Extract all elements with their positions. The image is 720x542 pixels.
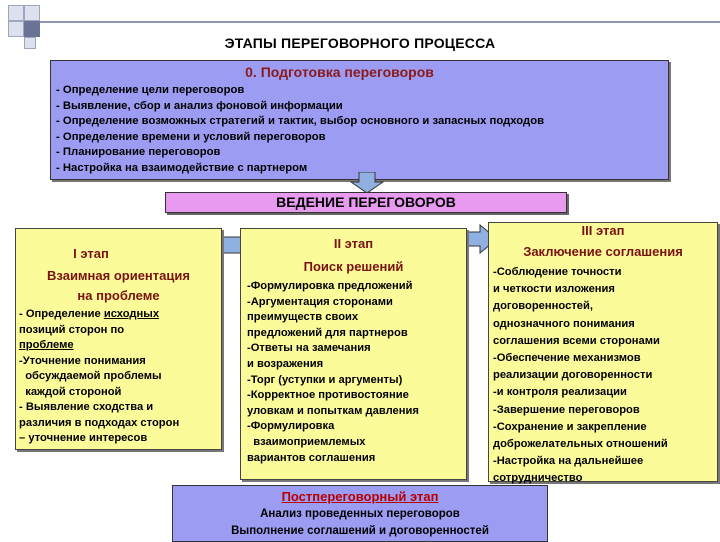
stage1-line: - Определение исходных xyxy=(19,308,160,320)
stage3-line: реализации договоренности xyxy=(493,369,653,382)
stage2-number: II этап xyxy=(333,236,374,251)
stage2-line: преимуществ своих xyxy=(247,311,359,324)
arrow-down-icon xyxy=(350,172,384,194)
list-item: - Определение времени и условий переговоров xyxy=(56,130,326,143)
stage1-line: обсуждаемой проблемы xyxy=(19,370,162,382)
stage3-line: -Сохранение и закрепление xyxy=(493,420,647,433)
list-item: - Настройка на взаимодействие с партнером xyxy=(56,161,308,174)
stage2-line: и возражения xyxy=(247,357,324,370)
stage0-box xyxy=(50,60,669,180)
list-item: - Выявление, сбор и анализ фоновой информации xyxy=(56,99,343,112)
stage2-line: -Формулировка xyxy=(247,420,335,433)
stage2-line: -Формулировка предложений xyxy=(247,280,413,292)
stage2-line: взаимоприемлемых xyxy=(247,435,366,448)
stage1-number: I этап xyxy=(73,246,109,261)
stage2-box xyxy=(240,228,467,480)
stage1-line: проблеме xyxy=(19,339,74,351)
list-item: - Планирование переговоров xyxy=(56,146,221,158)
stage3-line: -Обеспечение механизмов xyxy=(493,352,641,365)
stage3-line: -Завершение переговоров xyxy=(493,403,640,416)
stage1-line: -Уточнение понимания xyxy=(19,354,146,367)
stage3-line: однозначного понимания xyxy=(493,317,635,330)
header-rule xyxy=(40,21,720,23)
stage2-line: -Аргументация сторонами xyxy=(247,295,393,308)
decorative-square xyxy=(8,5,24,21)
stage1-line: - Выявление сходства и xyxy=(19,401,154,413)
stage0-list xyxy=(56,83,544,176)
stage2-line: уловкам и попыткам давления xyxy=(247,404,419,417)
stage3-line: и четкости изложения xyxy=(493,283,615,296)
stage2-line: предложений для партнеров xyxy=(247,326,408,339)
stage3-line: -Соблюдение точности xyxy=(493,266,622,278)
stage3-number: III этап xyxy=(581,223,625,238)
post-stage-box xyxy=(172,485,548,542)
list-item: - Определение возможных стратегий и тактик, выбор основного и запасных подходов xyxy=(56,115,545,127)
stage3-line: -Настройка на дальнейшее xyxy=(493,455,644,468)
decorative-square xyxy=(24,5,40,21)
stage3-line: -и контроля реализации xyxy=(493,386,627,399)
post-stage-line: Анализ проведенных переговоров xyxy=(260,508,460,520)
stage3-body xyxy=(493,264,668,488)
stage2-line: -Ответы на замечания xyxy=(247,342,371,355)
stage1-body xyxy=(19,307,221,447)
stage1-box xyxy=(15,228,222,450)
stage3-line: доброжелательных отношений xyxy=(493,438,668,451)
stage1-line: – уточнение интересов xyxy=(19,432,148,444)
stage1-line: позиций сторон по xyxy=(19,323,125,336)
stage2-name: Поиск решений xyxy=(303,259,404,274)
stage1-name-line: Взаимная ориентация xyxy=(47,268,190,283)
post-stage-line: Выполнение соглашений и договоренностей xyxy=(231,525,489,537)
stage2-line: -Корректное противостояние xyxy=(247,389,409,402)
stage0-heading: 0. Подготовка переговоров xyxy=(245,64,434,80)
stage1-name xyxy=(16,266,221,306)
stage1-line: каждой стороной xyxy=(19,385,122,398)
post-stage-heading: Постпереговорный этап xyxy=(281,489,439,504)
stage2-body xyxy=(247,279,419,466)
stage3-line: договоренностей, xyxy=(493,300,594,313)
stage3-line: соглашения всеми сторонами xyxy=(493,334,660,347)
list-item: - Определение цели переговоров xyxy=(56,84,245,96)
conduct-bar: ВЕДЕНИЕ ПЕРЕГОВОРОВ xyxy=(165,192,567,213)
stage3-line: сотрудничество xyxy=(493,472,583,485)
stage3-box xyxy=(488,222,718,485)
stage2-line: -Торг (уступки и аргументы) xyxy=(247,373,403,386)
stage3-name: Заключение соглашения xyxy=(523,244,683,259)
stage1-line: различия в подходах сторон xyxy=(19,416,180,429)
stage1-name-line: на проблеме xyxy=(77,288,160,303)
stage2-line: вариантов соглашения xyxy=(247,451,376,464)
page-title: ЭТАПЫ ПЕРЕГОВОРНОГО ПРОЦЕССА xyxy=(224,35,496,51)
